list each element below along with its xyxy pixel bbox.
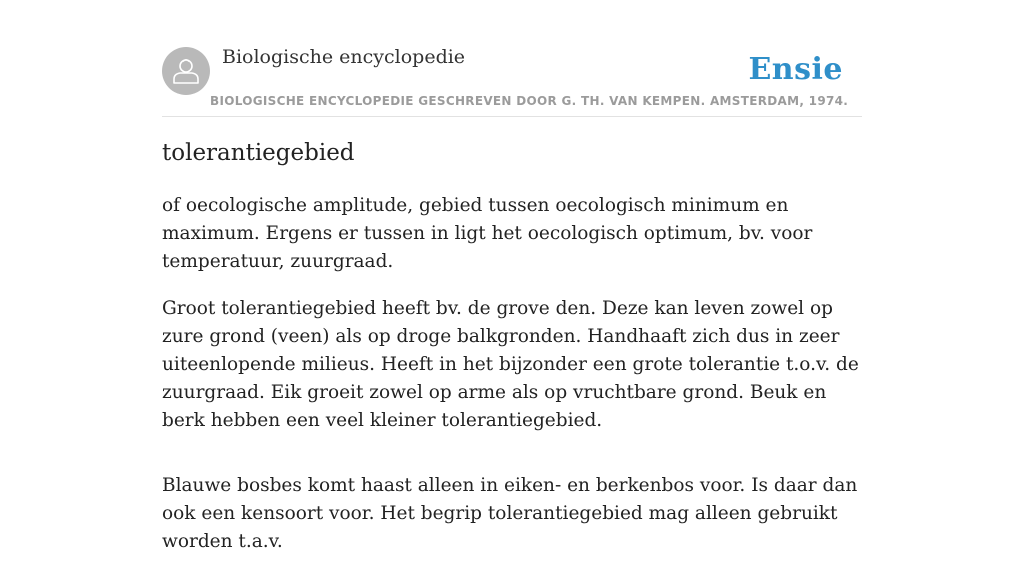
- entry-title: tolerantiegebied: [162, 140, 355, 166]
- source-header: [162, 40, 862, 117]
- source-subtitle: BIOLOGISCHE ENCYCLOPEDIE GESCHREVEN DOOR G. TH. VAN KEMPEN. AMSTERDAM, 1974.: [210, 94, 849, 108]
- brand-logo[interactable]: Ensie: [748, 52, 843, 87]
- source-title[interactable]: Biologische encyclopedie: [222, 46, 466, 68]
- entry-body: [162, 192, 862, 575]
- entry-paragraph-3: Blauwe bosbes komt haast alleen in eiken- en berkenbos voor. Is daar dan ook een kensoort voor. Het begrip tolerantiegebied mag alleen gebruikt worden t.a.v.: [162, 475, 858, 552]
- entry-paragraph-2: Groot tolerantiegebied heeft bv. de grove den. Deze kan leven zowel op zure grond (veen) als op droge balkgronden. Handhaaft zich dus in zeer uiteenlopende milieus. Heeft in het bijzonder een grote tolerantie t.o.v. de zuurgraad. Eik groeit zowel op arme als op vruchtbare grond. Beuk en berk hebben een veel kleiner tolerantiegebied.: [162, 298, 859, 431]
- user-avatar-icon[interactable]: [162, 47, 210, 95]
- entry-paragraph-1: of oecologische amplitude, gebied tussen oecologisch minimum en maximum. Ergens er tussen in ligt het oecologisch optimum, bv. voor temperatuur, zuurgraad.: [162, 195, 813, 272]
